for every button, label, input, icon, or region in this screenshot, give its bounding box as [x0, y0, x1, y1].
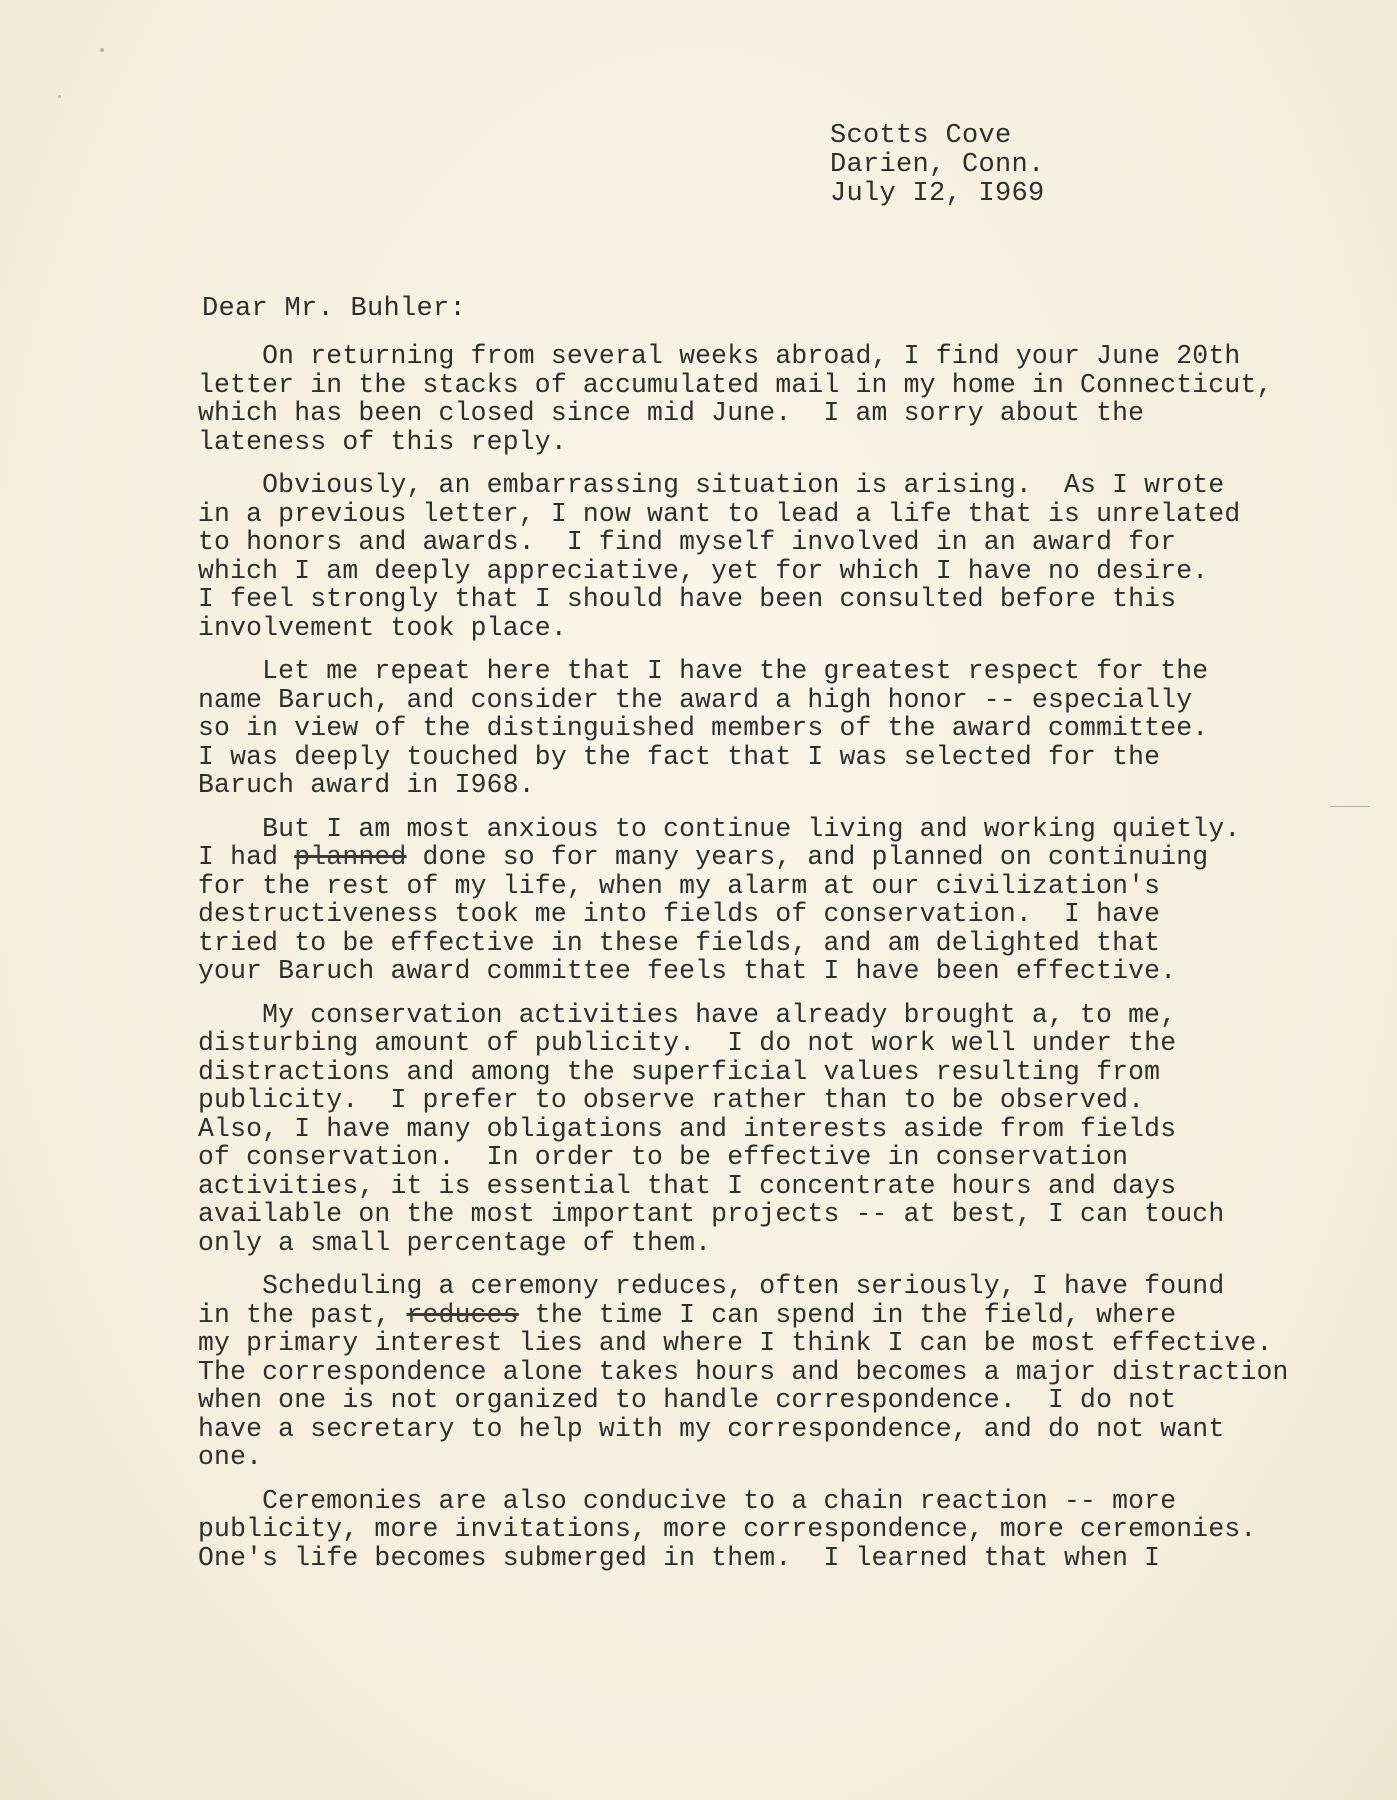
paragraph-3: [198, 657, 1318, 800]
text-line: so in view of the distinguished members of the award committee.: [198, 713, 1209, 743]
paper-speck: [58, 95, 61, 98]
paragraph-2: [198, 471, 1318, 642]
text-line: Baruch award in I968.: [198, 770, 535, 800]
text-line: Ceremonies are also conducive to a chain reaction -- more: [198, 1485, 1177, 1516]
text-line-with-strikeout: [198, 1301, 1318, 1330]
text-line: My conservation activities have already brought a, to me,: [198, 999, 1177, 1030]
struck-out-word: planned: [294, 842, 407, 872]
text-line: activities, it is essential that I concentrate hours and days: [198, 1170, 1177, 1201]
paper-speck: [100, 48, 104, 52]
text-line: only a small percentage of them.: [198, 1227, 712, 1258]
text-line-with-strikeout: [198, 843, 1318, 872]
text-line: distractions and among the superficial values resulting from: [198, 1056, 1161, 1087]
text-line: letter in the stacks of accumulated mail in my home in Connecticut,: [198, 369, 1273, 400]
paragraph-6: [198, 1272, 1318, 1472]
text-line: Obviously, an embarrassing situation is arising. As I wrote: [198, 470, 1225, 500]
text-line: publicity. I prefer to observe rather than to be observed.: [198, 1085, 1145, 1115]
salutation: Dear Mr. Buhler:: [202, 294, 467, 324]
paragraph-1: [198, 342, 1318, 456]
text-line: available on the most important projects -- at best, I can touch: [198, 1199, 1225, 1229]
text-line: tried to be effective in these fields, and am delighted that: [198, 927, 1161, 958]
paper-mark: [1330, 806, 1370, 807]
text-line: destructiveness took me into fields of conservation. I have: [198, 899, 1161, 929]
text-line: Let me repeat here that I have the greatest respect for the: [198, 656, 1209, 686]
text-line: which I am deeply appreciative, yet for which I have no desire.: [198, 555, 1209, 586]
paragraph-5: [198, 1001, 1318, 1258]
address-line-1: Scotts Cove: [830, 121, 1012, 151]
address-line-2: Darien, Conn.: [830, 150, 1045, 180]
text-line: But I am most anxious to continue living and working quietly.: [198, 813, 1241, 844]
letter-body: [198, 342, 1318, 1587]
text-line: one.: [198, 1442, 263, 1472]
text-line: Scheduling a ceremony reduces, often seriously, I have found: [198, 1271, 1225, 1301]
text-line: I was deeply touched by the fact that I was selected for the: [198, 741, 1161, 772]
letter-date: July I2, I969: [830, 179, 1045, 209]
text-line: my primary interest lies and where I think I can be most effective.: [198, 1328, 1273, 1358]
text-line: disturbing amount of publicity. I do not work well under the: [198, 1028, 1177, 1058]
text-line: I feel strongly that I should have been consulted before this: [198, 584, 1177, 614]
line-start: I had: [198, 842, 295, 872]
text-line: for the rest of my life, when my alarm at our civilization's: [198, 870, 1161, 901]
paragraph-4: [198, 815, 1318, 986]
text-line: of conservation. In order to be effective in conservation: [198, 1142, 1129, 1172]
line-start: in the past,: [198, 1299, 407, 1330]
text-line: On returning from several weeks abroad, I find your June 20th: [198, 341, 1241, 371]
sender-address-block: [830, 122, 1045, 209]
text-line: your Baruch award committee feels that I have been effective.: [198, 956, 1177, 986]
text-line: when one is not organized to handle correspondence. I do not: [198, 1385, 1177, 1415]
text-line: to honors and awards. I find myself involved in an award for: [198, 527, 1177, 557]
text-line: in a previous letter, I now want to lead a life that is unrelated: [198, 498, 1241, 529]
text-line: name Baruch, and consider the award a high honor -- especially: [198, 684, 1193, 715]
paragraph-7: [198, 1487, 1318, 1573]
text-line: publicity, more invitations, more correspondence, more ceremonies.: [198, 1514, 1257, 1544]
text-line: One's life becomes submerged in them. I learned that when I: [198, 1542, 1161, 1573]
text-line: Also, I have many obligations and interests aside from fields: [198, 1113, 1177, 1144]
text-line: have a secretary to help with my correspondence, and do not want: [198, 1413, 1225, 1444]
line-rest: the time I can spend in the field, where: [518, 1299, 1177, 1330]
text-line: involvement took place.: [198, 612, 567, 643]
text-line: which has been closed since mid June. I am sorry about the: [198, 398, 1145, 428]
text-line: lateness of this reply.: [198, 426, 567, 457]
text-line: The correspondence alone takes hours and becomes a major distraction: [198, 1356, 1289, 1387]
line-rest: done so for many years, and planned on continuing: [406, 842, 1209, 872]
struck-out-word: reduces: [406, 1299, 519, 1330]
